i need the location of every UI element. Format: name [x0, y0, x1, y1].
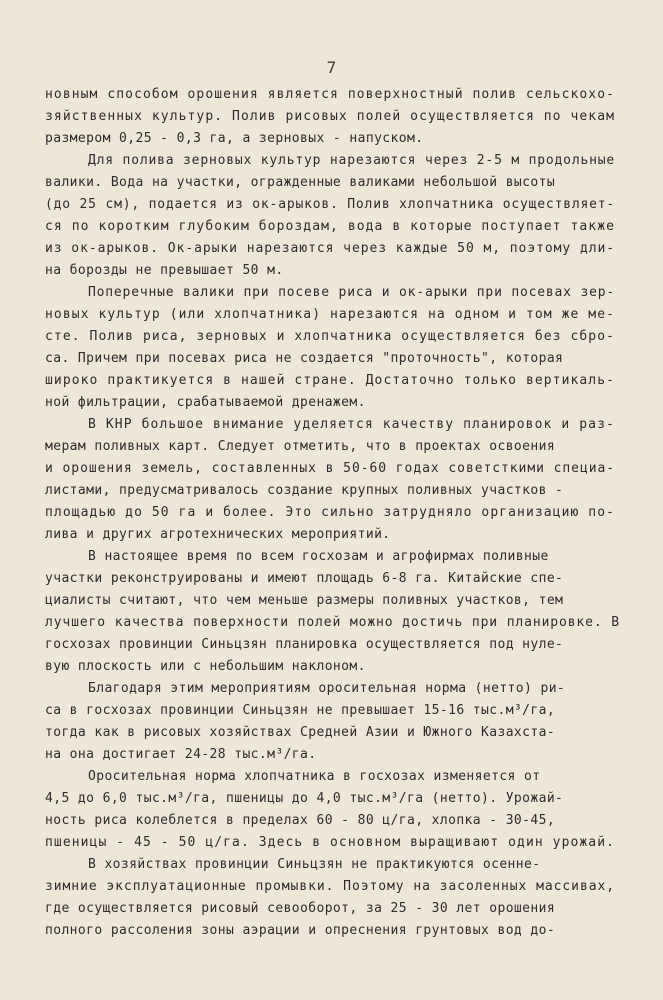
- text-line: лива и других агротехнических мероприятий.: [45, 527, 391, 542]
- text-line: В хозяйствах провинции Синьцзян не практикуются осенне-: [88, 857, 541, 872]
- text-line: где осуществляется рисовый севооборот, за 25 - 30 лет орошения: [45, 901, 556, 916]
- text-line: листами, предусматривалось создание крупных поливных участков -: [45, 483, 564, 498]
- text-line: тогда как в рисовых хозяйствах Средней Азии и Южного Казахста-: [45, 725, 556, 740]
- text-line: (до 25 см), подается из ок-арыков. Полив хлопчатника осуществляет-: [45, 197, 616, 212]
- text-line: новным способом орошения является поверхностный полив сельскохо-: [45, 87, 616, 102]
- text-line: пшеницы - 45 - 50 ц/га. Здесь в основном выращивают один урожай.: [45, 835, 616, 850]
- text-line: размером 0,25 - 0,3 га, а зерновых - напуском.: [45, 131, 424, 146]
- text-line: Поперечные валики при посеве риса и ок-арыки при посевах зер-: [88, 285, 616, 300]
- text-line: ной фильтрации, срабатываемой дренажем.: [45, 395, 366, 410]
- text-line: из ок-арыков. Ок-арыки нарезаются через каждые 50 м, поэтому дли-: [45, 241, 616, 256]
- text-line: Благодаря этим мероприятиям оросительная норма (нетто) ри-: [88, 681, 566, 696]
- text-line: лучшего качества поверхности полей можно достичь при планировке. В: [45, 615, 620, 630]
- text-line: вую плоскость или с небольшим наклоном.: [45, 659, 366, 674]
- text-line: мерам поливных карт. Следует отметить, что в проектах освоения: [45, 439, 556, 454]
- text-line: широко практикуется в нашей стране. Достаточно только вертикаль-: [45, 373, 616, 388]
- text-line: 4,5 до 6,0 тыс.м³/га, пшеницы до 4,0 тыс.м³/га (нетто). Урожай-: [45, 791, 564, 806]
- text-line: ся по коротким глубоким бороздам, вода в которые поступает также: [45, 219, 616, 234]
- text-line: на она достигает 24-28 тыс.м³/га.: [45, 747, 317, 762]
- text-line: зимние эксплуатационные промывки. Поэтому на засоленных массивах,: [45, 879, 616, 894]
- text-line: площадью до 50 га и более. Это сильно затрудняло организацию по-: [45, 505, 616, 520]
- text-line: циалисты считают, что чем меньше размеры поливных участков, тем: [45, 593, 564, 608]
- text-line: госхозах провинции Синьцзян планировка осуществляется под нуле-: [45, 637, 564, 652]
- text-line: ность риса колеблется в пределах 60 - 80 ц/га, хлопка - 30-45,: [45, 813, 556, 828]
- text-line: Для полива зерновых культур нарезаются через 2-5 м продольные: [88, 153, 616, 168]
- text-line: са в госхозах провинции Синьцзян не превышает 15-16 тыс.м³/га,: [45, 703, 556, 718]
- text-line: В КНР большое внимание уделяется качеству планировок и раз-: [88, 417, 615, 432]
- text-line: са. Причем при посевах риса не создается "проточность", которая: [45, 351, 564, 366]
- text-line: участки реконструированы и имеют площадь 6-8 га. Китайские спе-: [45, 571, 564, 586]
- text-line: Оросительная норма хлопчатника в госхозах изменяется от: [88, 769, 541, 784]
- text-line: сте. Полив риса, зерновых и хлопчатника осуществляется без сбро-: [45, 329, 616, 344]
- text-line: и орошения земель, составленных в 50-60 годах советсткими специа-: [45, 461, 616, 476]
- text-line: полного рассоления зоны аэрации и опреснения грунтовых вод до-: [45, 923, 556, 938]
- text-line: В настоящее время по всем госхозам и агрофирмах поливные: [88, 549, 549, 564]
- text-line: валики. Вода на участки, огражденные валиками небольшой высоты: [45, 175, 556, 190]
- text-line: новых культур (или хлопчатника) нарезаются на одном и том же ме-: [45, 307, 616, 322]
- text-line: зяйственных культур. Полив рисовых полей осуществляется по чекам: [45, 109, 616, 124]
- page-number: 7: [326, 58, 337, 77]
- text-line: на борозды не превышает 50 м.: [45, 263, 284, 278]
